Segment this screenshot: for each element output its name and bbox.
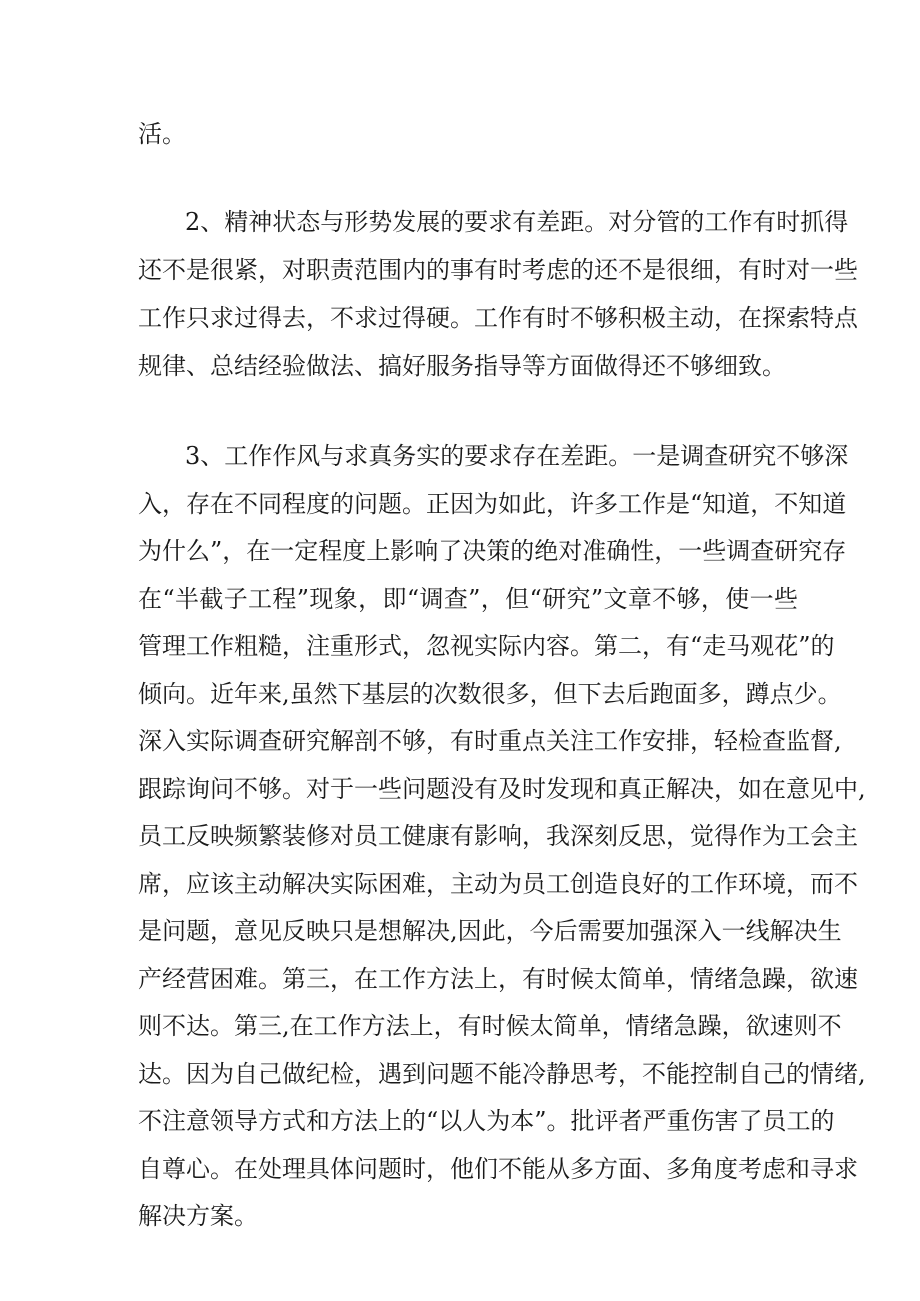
paragraph-2-first-line: 2、精神状态与形势发展的要求有差距。对分管的工作有时抓得 bbox=[185, 208, 849, 236]
text-line: 则不达。第三,在工作方法上，有时候太简单，情绪急躁，欲速则不 bbox=[138, 1012, 842, 1040]
text-line: 管理工作粗糙，注重形式，忽视实际内容。第二，有“走马观花”的 bbox=[138, 632, 835, 660]
text-line: 在“半截子工程”现象，即“调查”，但“研究”文章不够，使一些 bbox=[138, 585, 798, 613]
paragraph-3-first-line: 3、工作作风与求真务实的要求存在差距。一是调查研究不够深 bbox=[185, 442, 849, 470]
text-line: 还不是很紧，对职责范围内的事有时考虑的还不是很细，有时对一些 bbox=[138, 256, 858, 284]
text-line: 跟踪询问不够。对于一些问题没有及时发现和真正解决，如在意见中, bbox=[138, 775, 866, 803]
text-line: 深入实际调查研究解剖不够，有时重点关注工作安排，轻检查监督, bbox=[138, 727, 842, 755]
text-line: 解决方案。 bbox=[138, 1202, 258, 1230]
text-line: 席，应该主动解决实际困难，主动为员工创造良好的工作环境，而不 bbox=[138, 870, 858, 898]
text-line: 自尊心。在处理具体问题时，他们不能从多方面、多角度考虑和寻求 bbox=[138, 1155, 858, 1183]
text-line: 是问题，意见反映只是想解决,因此，今后需要加强深入一线解决生 bbox=[138, 917, 842, 945]
text-line: 倾向。近年来,虽然下基层的次数很多，但下去后跑面多，蹲点少。 bbox=[138, 680, 842, 708]
text-line: 活。 bbox=[138, 120, 186, 148]
text-line: 规律、总结经验做法、搞好服务指导等方面做得还不够细致。 bbox=[138, 352, 786, 380]
text-line: 员工反映频繁装修对员工健康有影响，我深刻反思，觉得作为工会主 bbox=[138, 822, 858, 850]
text-line: 工作只求过得去，不求过得硬。工作有时不够积极主动，在探索特点 bbox=[138, 304, 858, 332]
text-line: 不注意领导方式和方法上的“以人为本”。批评者严重伤害了员工的 bbox=[138, 1107, 835, 1135]
text-line: 达。因为自己做纪检，遇到问题不能冷静思考，不能控制自己的情绪, bbox=[138, 1060, 866, 1088]
text-line: 产经营困难。第三，在工作方法上，有时候太简单，情绪急躁，欲速 bbox=[138, 965, 858, 993]
text-line: 为什么”，在一定程度上影响了决策的绝对准确性，一些调查研究存 bbox=[138, 537, 847, 565]
text-line: 入，存在不同程度的问题。正因为如此，许多工作是“知道，不知道 bbox=[138, 490, 847, 518]
